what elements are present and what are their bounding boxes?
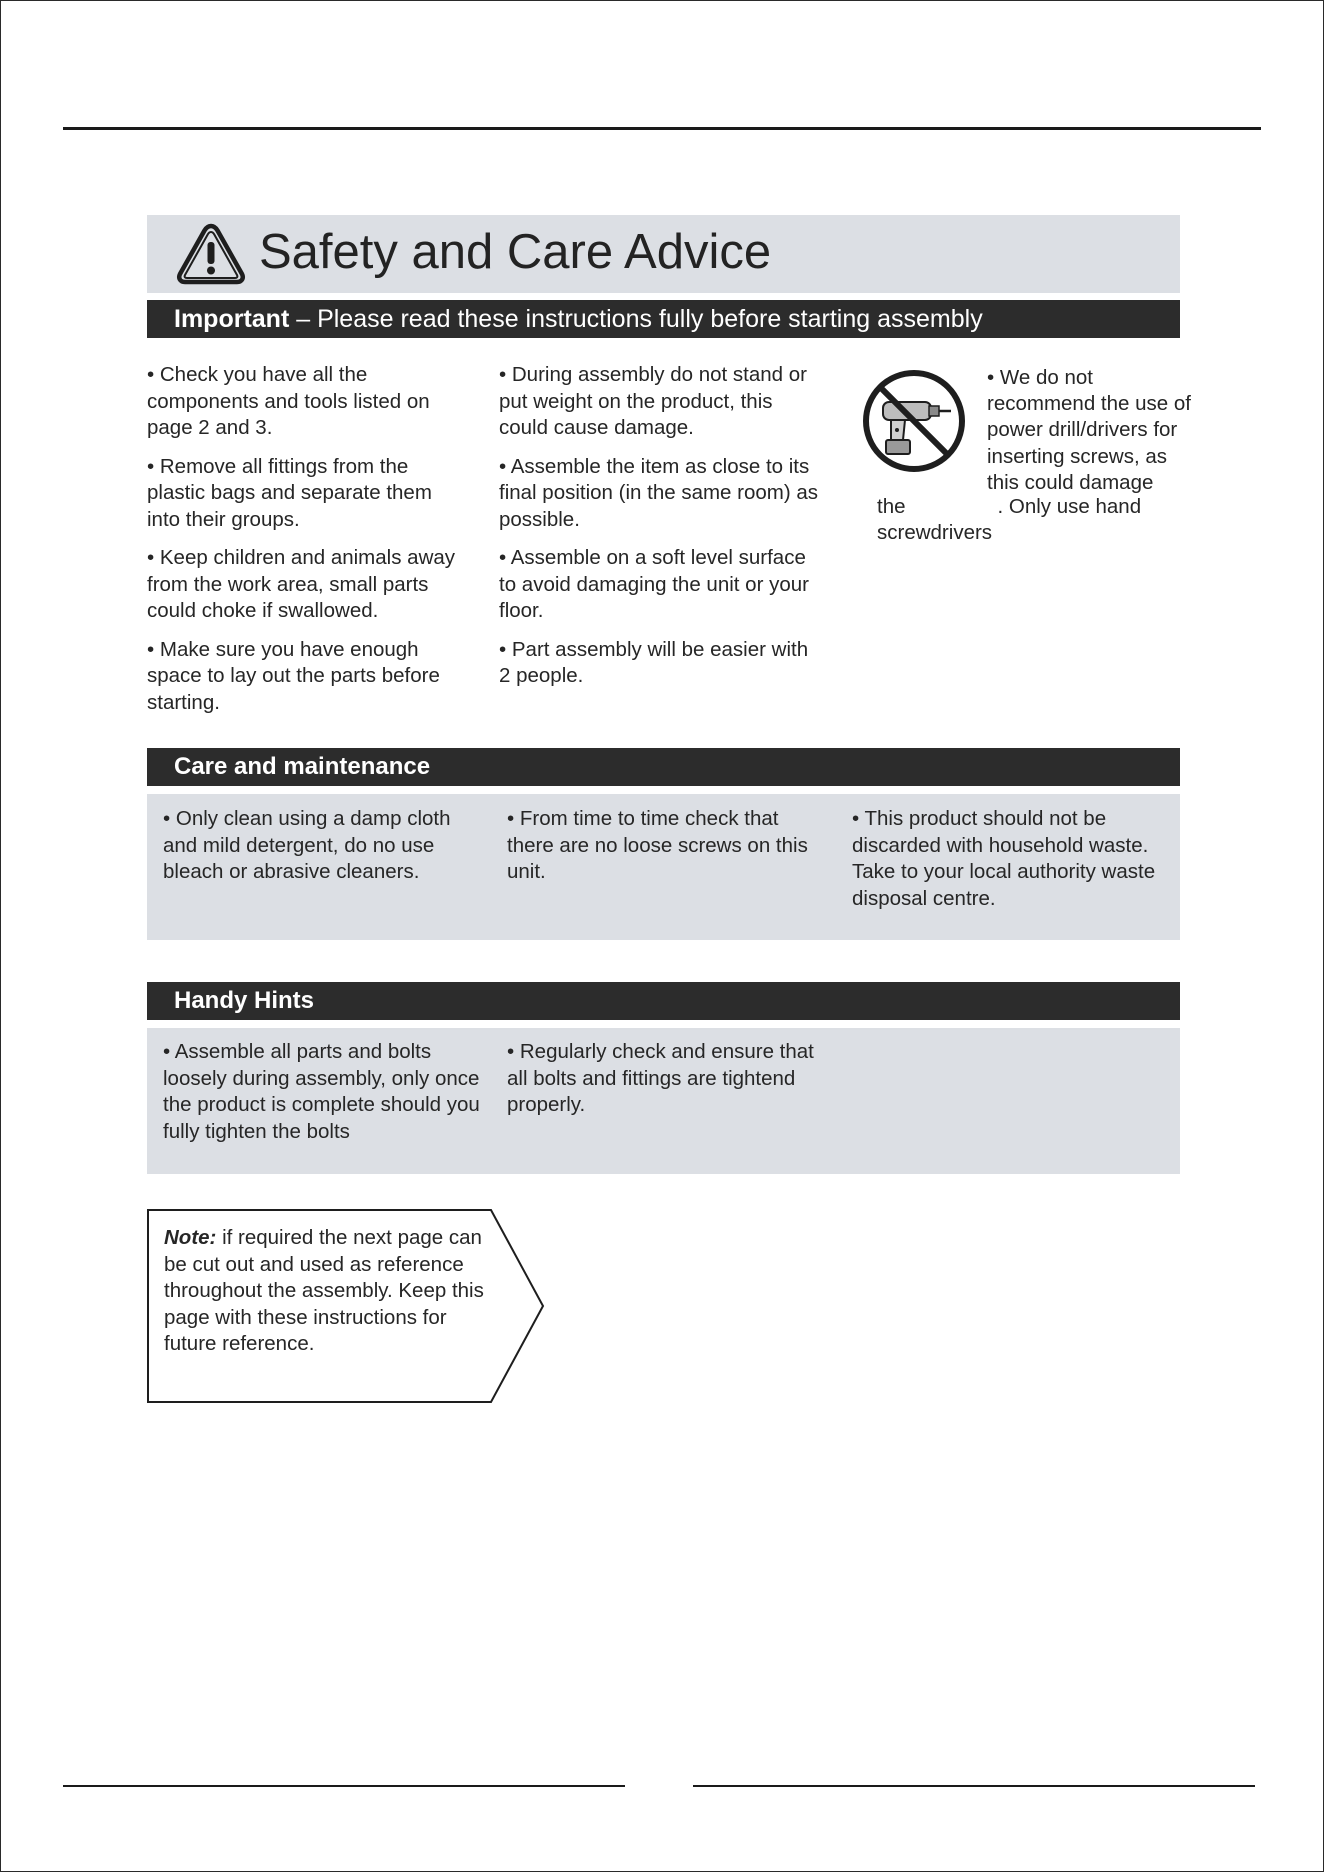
hint-item: • Assemble all parts and bolts loosely during assembly, only once the product is complete should you fully tighten the bolts	[163, 1040, 480, 1143]
note-label: Note:	[164, 1226, 217, 1249]
note-text: if required the next page can be cut out and used as reference throughout the assembly. Keep this page with these instructions for future reference.	[164, 1226, 484, 1355]
important-text: – Please read these instructions fully before starting assembly	[289, 305, 983, 333]
drill-notice-the: the	[877, 495, 906, 518]
safety-item: • Check you have all the components and tools listed on page 2 and 3.	[147, 363, 430, 439]
care-item: • This product should not be discarded with household waste. Take to your local authority waste disposal centre.	[852, 807, 1156, 910]
note-callout	[164, 1225, 484, 1358]
drill-notice-text: • We do not recommend the use of power drill/drivers for inserting screws, as this could damage	[987, 366, 1191, 494]
drill-notice-tail: . Only use hand screwdrivers	[877, 495, 1142, 545]
bottom-rule-right	[693, 1785, 1255, 1787]
hints-heading: Handy Hints	[147, 982, 1180, 1020]
care-heading: Care and maintenance	[147, 748, 1180, 786]
safety-item: • Assemble on a soft level surface to avoid damaging the unit or your floor.	[499, 546, 809, 622]
care-item: • From time to time check that there are no loose screws on this unit.	[507, 807, 808, 883]
bottom-rule-left	[63, 1785, 625, 1787]
page-title: Safety and Care Advice	[259, 225, 772, 279]
top-rule	[63, 127, 1261, 130]
safety-item: • Keep children and animals away from the work area, small parts could choke if swallowed.	[147, 546, 456, 622]
safety-item: • Remove all fittings from the plastic bags and separate them into their groups.	[147, 454, 432, 531]
care-item: • Only clean using a damp cloth and mild detergent, do no use bleach or abrasive cleaners.	[163, 807, 451, 883]
safety-column-1	[147, 362, 467, 728]
drill-notice-continued	[877, 494, 1177, 546]
safety-column-2	[499, 362, 819, 702]
warning-triangle-icon	[176, 222, 246, 286]
safety-item: • Make sure you have enough space to lay out the parts before starting.	[147, 637, 440, 714]
safety-item: • Part assembly will be easier with 2 people.	[499, 637, 809, 687]
important-label: Important	[174, 305, 290, 333]
important-bar	[147, 300, 1180, 338]
hint-item: • Regularly check and ensure that all bolts and fittings are tightend properly.	[507, 1040, 814, 1116]
no-power-drill-icon	[861, 368, 967, 474]
safety-item: • Assemble the item as close to its final position (in the same room) as possible.	[499, 454, 819, 531]
safety-item: • During assembly do not stand or put weight on the product, this could cause damage.	[499, 363, 808, 439]
